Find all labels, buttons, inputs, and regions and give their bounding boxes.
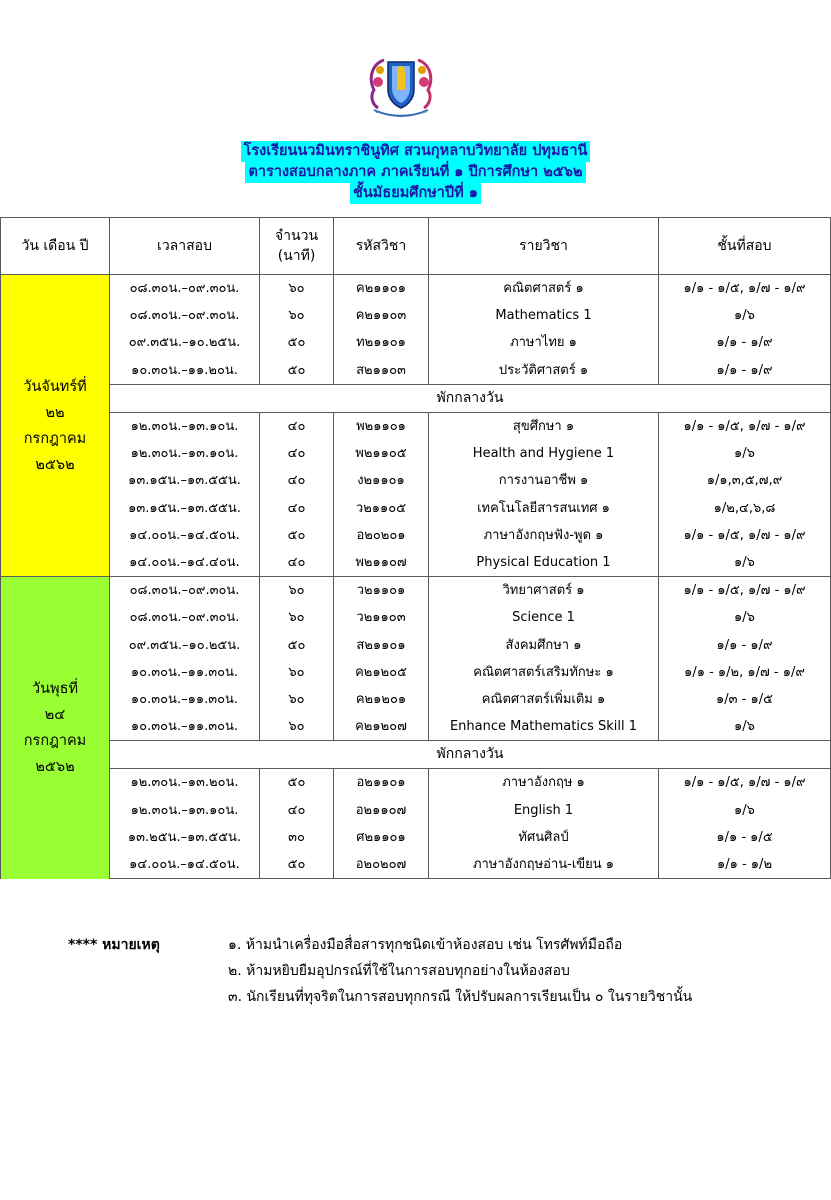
school-name: โรงเรียนนวมินทราชินูทิศ สวนกุหลาบวิทยาลัย ปทุมธานี [241, 141, 591, 162]
exam-rooms: ๑/๑ - ๑/๒, ๑/๗ - ๑/๙ [659, 659, 831, 686]
subject-code: ส๒๑๑๐๓ [334, 357, 429, 385]
notes-label: **** หมายเหตุ [68, 937, 160, 953]
table-row [1, 302, 831, 329]
subject-name: ทัศนศิลป์ [429, 824, 659, 851]
subject-code: ค๒๑๑๐๑ [334, 275, 429, 303]
table-row [1, 549, 831, 577]
subject-code: ค๒๑๒๐๗ [334, 713, 429, 741]
exam-time: ๑๔.๐๐น.–๑๔.๔๐น. [110, 549, 260, 577]
exam-time: ๐๘.๓๐น.–๐๙.๓๐น. [110, 302, 260, 329]
table-row [1, 604, 831, 631]
table-row [1, 713, 831, 741]
table-row [1, 412, 831, 440]
table-header-row [1, 218, 831, 275]
subject-name: สังคมศึกษา ๑ [429, 631, 659, 658]
subject-code: อ๒๑๑๐๑ [334, 769, 429, 797]
table-row [1, 522, 831, 549]
subject-code: พ๒๑๑๐๗ [334, 549, 429, 577]
subject-code: ว๒๑๑๐๓ [334, 604, 429, 631]
subject-code: ค๒๑๒๐๑ [334, 686, 429, 713]
exam-rooms: ๑/๑ - ๑/๕ [659, 824, 831, 851]
subject-name: สุขศึกษา ๑ [429, 412, 659, 440]
exam-date-year: ๒๕๖๒ [35, 758, 75, 775]
exam-rooms: ๑/๑ - ๑/๕, ๑/๗ - ๑/๙ [659, 275, 831, 303]
subject-name: เทคโนโลยีสารสนเทศ ๑ [429, 495, 659, 522]
exam-rooms: ๑/๖ [659, 302, 831, 329]
table-row [1, 851, 831, 879]
exam-rooms: ๑/๑ - ๑/๙ [659, 631, 831, 658]
table-row [1, 824, 831, 851]
subject-name: ภาษาไทย ๑ [429, 329, 659, 356]
col-duration [260, 218, 334, 275]
exam-rooms: ๑/๑ - ๑/๕, ๑/๗ - ๑/๙ [659, 522, 831, 549]
subject-name: ภาษาอังกฤษฟัง-พูด ๑ [429, 522, 659, 549]
exam-duration: ๔๐ [260, 440, 334, 467]
subject-name: การงานอาชีพ ๑ [429, 467, 659, 494]
exam-time: ๐๙.๓๕น.–๑๐.๒๕น. [110, 329, 260, 356]
exam-duration: ๖๐ [260, 275, 334, 303]
exam-duration: ๖๐ [260, 686, 334, 713]
subject-name: คณิตศาสตร์เพิ่มเติม ๑ [429, 686, 659, 713]
exam-duration: ๖๐ [260, 713, 334, 741]
exam-rooms: ๑/๖ [659, 797, 831, 824]
table-row [1, 357, 831, 385]
col-code: รหัสวิชา [334, 218, 429, 275]
table-row [1, 769, 831, 797]
subject-name: Enhance Mathematics Skill 1 [429, 713, 659, 741]
subject-code: ศ๒๑๑๐๑ [334, 824, 429, 851]
note-item: ๑. ห้ามนำเครื่องมือสื่อสารทุกชนิดเข้าห้องสอบ เช่น โทรศัพท์มือถือ [228, 937, 623, 953]
exam-rooms: ๑/๓ - ๑/๕ [659, 686, 831, 713]
subject-code: ท๒๑๑๐๑ [334, 329, 429, 356]
exam-rooms: ๑/๑ - ๑/๒ [659, 851, 831, 879]
table-row [1, 440, 831, 467]
table-row [1, 659, 831, 686]
table-row [1, 467, 831, 494]
table-row [1, 686, 831, 713]
exam-rooms: ๑/๑,๓,๕,๗,๙ [659, 467, 831, 494]
subject-code: ส๒๑๑๐๑ [334, 631, 429, 658]
exam-duration: ๖๐ [260, 577, 334, 605]
exam-time: ๐๙.๓๕น.–๑๐.๒๕น. [110, 631, 260, 658]
subject-name: คณิตศาสตร์ ๑ [429, 275, 659, 303]
subject-code: ง๒๑๑๐๑ [334, 467, 429, 494]
exam-date-cell [1, 577, 110, 879]
exam-date-day: วันพุธที่ [31, 680, 79, 697]
subject-code: อ๒๑๑๐๗ [334, 797, 429, 824]
exam-time: ๑๓.๑๕น.–๑๓.๕๕น. [110, 467, 260, 494]
exam-rooms: ๑/๖ [659, 549, 831, 577]
col-subject: รายวิชา [429, 218, 659, 275]
exam-duration: ๖๐ [260, 302, 334, 329]
subject-name: วิทยาศาสตร์ ๑ [429, 577, 659, 605]
exam-duration: ๕๐ [260, 851, 334, 879]
exam-duration: ๔๐ [260, 549, 334, 577]
exam-time: ๐๘.๓๐น.–๐๙.๓๐น. [110, 604, 260, 631]
exam-duration: ๖๐ [260, 659, 334, 686]
exam-rooms: ๑/๑ - ๑/๙ [659, 329, 831, 356]
school-logo [362, 52, 440, 122]
exam-date-date: ๒๒ [45, 404, 65, 421]
exam-date-month: กรกฎาคม [23, 732, 87, 749]
lunch-break-label: พักกลางวัน [110, 384, 831, 412]
exam-duration: ๕๐ [260, 522, 334, 549]
table-row [1, 631, 831, 658]
col-duration-line1: จำนวน [274, 228, 319, 244]
exam-time: ๑๓.๑๕น.–๑๓.๕๕น. [110, 495, 260, 522]
exam-time: ๑๒.๓๐น.–๑๓.๑๐น. [110, 440, 260, 467]
exam-rooms: ๑/๑ - ๑/๕, ๑/๗ - ๑/๙ [659, 577, 831, 605]
exam-duration: ๔๐ [260, 467, 334, 494]
subject-code: ค๒๑๑๐๓ [334, 302, 429, 329]
exam-date-year: ๒๕๖๒ [35, 456, 75, 473]
exam-duration: ๕๐ [260, 357, 334, 385]
subject-code: ว๒๑๑๐๕ [334, 495, 429, 522]
exam-date-cell [1, 275, 110, 577]
subject-name: Science 1 [429, 604, 659, 631]
exam-duration: ๖๐ [260, 604, 334, 631]
exam-time: ๑๐.๓๐น.–๑๑.๓๐น. [110, 686, 260, 713]
lunch-break-row [1, 384, 831, 412]
document-header [0, 140, 831, 203]
exam-rooms: ๑/๒,๔,๖,๘ [659, 495, 831, 522]
note-item: ๓. นักเรียนที่ทุจริตในการสอบทุกกรณี ให้ปรับผลการเรียนเป็น ๐ ในรายวิชานั้น [228, 989, 693, 1005]
subject-name: Physical Education 1 [429, 549, 659, 577]
exam-time: ๑๒.๓๐น.–๑๓.๑๐น. [110, 797, 260, 824]
subject-code: พ๒๑๑๐๕ [334, 440, 429, 467]
exam-time: ๐๘.๓๐น.–๐๙.๓๐น. [110, 275, 260, 303]
table-row [1, 329, 831, 356]
subject-code: อ๒๐๒๐๗ [334, 851, 429, 879]
subject-code: ว๒๑๑๐๑ [334, 577, 429, 605]
subject-code: พ๒๑๑๐๑ [334, 412, 429, 440]
table-row [1, 797, 831, 824]
exam-time: ๑๐.๓๐น.–๑๑.๓๐น. [110, 713, 260, 741]
grade-title: ชั้นมัธยมศึกษาปีที่ ๑ [350, 183, 481, 204]
exam-rooms: ๑/๑ - ๑/๙ [659, 357, 831, 385]
exam-duration: ๕๐ [260, 631, 334, 658]
subject-name: ประวัติศาสตร์ ๑ [429, 357, 659, 385]
subject-name: ภาษาอังกฤษ ๑ [429, 769, 659, 797]
exam-schedule-table [0, 217, 831, 879]
subject-name: Mathematics 1 [429, 302, 659, 329]
exam-time: ๑๓.๒๕น.–๑๓.๕๕น. [110, 824, 260, 851]
subject-code: อ๒๐๒๐๑ [334, 522, 429, 549]
exam-duration: ๔๐ [260, 412, 334, 440]
exam-duration: ๔๐ [260, 495, 334, 522]
exam-rooms: ๑/๖ [659, 440, 831, 467]
exam-rooms: ๑/๖ [659, 713, 831, 741]
subject-name: คณิตศาสตร์เสริมทักษะ ๑ [429, 659, 659, 686]
exam-date-day: วันจันทร์ที่ [23, 378, 87, 395]
exam-time: ๑๐.๓๐น.–๑๑.๒๐น. [110, 357, 260, 385]
subject-code: ค๒๑๒๐๕ [334, 659, 429, 686]
exam-rooms: ๑/๑ - ๑/๕, ๑/๗ - ๑/๙ [659, 769, 831, 797]
col-duration-line2: (นาที) [277, 248, 316, 264]
exam-time: ๑๔.๐๐น.–๑๔.๕๐น. [110, 851, 260, 879]
exam-rooms: ๑/๖ [659, 604, 831, 631]
exam-date-date: ๒๔ [44, 706, 66, 723]
exam-time: ๑๐.๓๐น.–๑๑.๓๐น. [110, 659, 260, 686]
lunch-break-row [1, 741, 831, 769]
table-row [1, 275, 831, 303]
exam-duration: ๕๐ [260, 769, 334, 797]
exam-duration: ๕๐ [260, 329, 334, 356]
exam-duration: ๓๐ [260, 824, 334, 851]
exam-date-month: กรกฎาคม [23, 430, 87, 447]
col-rooms: ชั้นที่สอบ [659, 218, 831, 275]
exam-time: ๑๔.๐๐น.–๑๔.๕๐น. [110, 522, 260, 549]
exam-time: ๐๘.๓๐น.–๐๙.๓๐น. [110, 577, 260, 605]
table-row [1, 495, 831, 522]
col-time: เวลาสอบ [110, 218, 260, 275]
subject-name: Health and Hygiene 1 [429, 440, 659, 467]
exam-time: ๑๒.๓๐น.–๑๓.๑๐น. [110, 412, 260, 440]
subject-name: English 1 [429, 797, 659, 824]
table-row [1, 577, 831, 605]
schedule-title: ตารางสอบกลางภาค ภาคเรียนที่ ๑ ปีการศึกษา ๒๕๖๒ [245, 162, 585, 183]
exam-duration: ๔๐ [260, 797, 334, 824]
col-date: วัน เดือน ปี [1, 218, 110, 275]
note-item: ๒. ห้ามหยิบยืมอุปกรณ์ที่ใช้ในการสอบทุกอย่างในห้องสอบ [228, 963, 570, 979]
exam-rooms: ๑/๑ - ๑/๕, ๑/๗ - ๑/๙ [659, 412, 831, 440]
subject-name: ภาษาอังกฤษอ่าน-เขียน ๑ [429, 851, 659, 879]
exam-time: ๑๒.๓๐น.–๑๓.๒๐น. [110, 769, 260, 797]
lunch-break-label: พักกลางวัน [110, 741, 831, 769]
